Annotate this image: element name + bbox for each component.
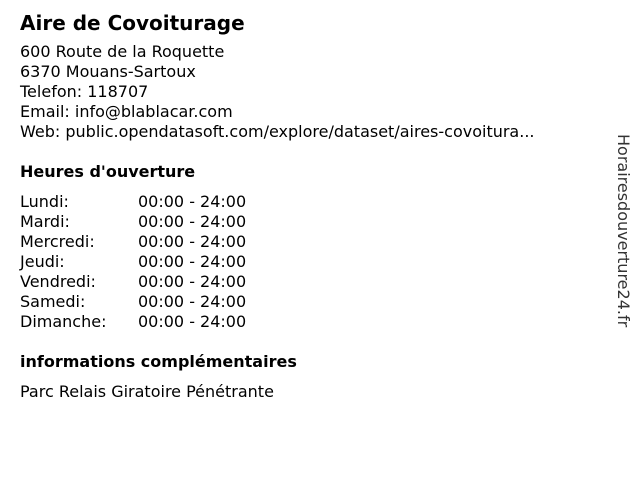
address-street: 600 Route de la Roquette — [20, 42, 225, 61]
email-line: Email: info@blablacar.com — [20, 102, 233, 121]
day-label: Samedi: — [20, 292, 86, 311]
hours-heading: Heures d'ouverture — [20, 162, 196, 181]
hours-row — [20, 232, 600, 252]
day-hours: 00:00 - 24:00 — [138, 312, 247, 331]
hours-table — [20, 192, 600, 332]
day-hours: 00:00 - 24:00 — [138, 232, 247, 251]
site-brand-vertical: Horairesdouverture24.fr — [614, 134, 633, 328]
info-text: Parc Relais Giratoire Pénétrante — [20, 382, 274, 401]
info-heading: informations complémentaires — [20, 352, 297, 371]
hours-row — [20, 212, 600, 232]
day-label: Mardi: — [20, 212, 70, 231]
hours-row — [20, 272, 600, 292]
day-hours: 00:00 - 24:00 — [138, 272, 247, 291]
day-label: Lundi: — [20, 192, 69, 211]
hours-row — [20, 312, 600, 332]
hours-row — [20, 252, 600, 272]
hours-row — [20, 292, 600, 312]
day-label: Mercredi: — [20, 232, 95, 251]
web-line: Web: public.opendatasoft.com/explore/dataset/aires-covoitura... — [20, 122, 535, 141]
day-label: Jeudi: — [20, 252, 65, 271]
day-hours: 00:00 - 24:00 — [138, 252, 247, 271]
address-block — [20, 42, 600, 142]
day-hours: 00:00 - 24:00 — [138, 212, 247, 231]
hours-row — [20, 192, 600, 212]
day-hours: 00:00 - 24:00 — [138, 192, 247, 211]
place-title: Aire de Covoiturage — [20, 11, 245, 35]
place-card — [20, 10, 600, 402]
day-label: Dimanche: — [20, 312, 107, 331]
day-hours: 00:00 - 24:00 — [138, 292, 247, 311]
phone-line: Telefon: 118707 — [20, 82, 149, 101]
address-city: 6370 Mouans-Sartoux — [20, 62, 196, 81]
day-label: Vendredi: — [20, 272, 96, 291]
